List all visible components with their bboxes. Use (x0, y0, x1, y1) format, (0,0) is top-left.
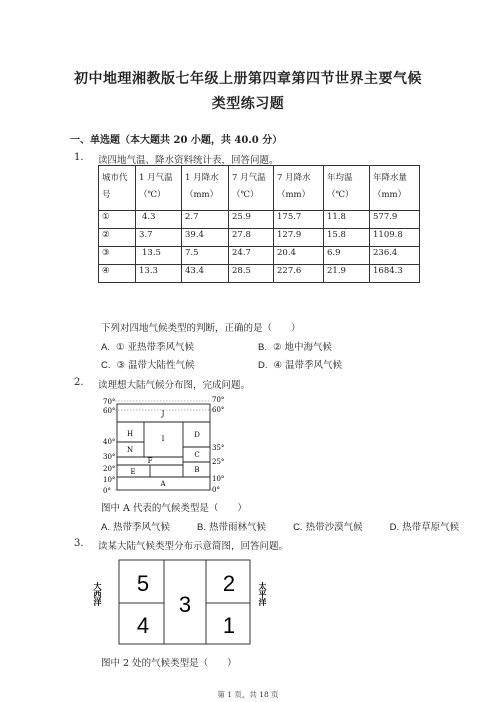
table-cell: ③ (99, 247, 136, 265)
table-header-cell: 7 月气温 （℃） (229, 166, 274, 211)
lat-label: 0° (212, 486, 220, 494)
zone-number: 5 (136, 571, 150, 596)
question-3-text: 读某大陆气候类型分布示意简图，回答问题。 (98, 541, 289, 552)
region-label: E (130, 468, 136, 476)
table-cell: 3.7 (136, 229, 182, 247)
lat-label: 35° (212, 444, 225, 452)
q1-option-c[interactable] (101, 357, 195, 371)
table-header-cell: 年降水量 （mm） (370, 166, 420, 211)
question-2-text: 读理想大陆气候分布图，完成问题。 (98, 380, 251, 391)
document-title-line2: 类型练习题 (211, 96, 285, 112)
table-row (99, 265, 420, 283)
table-cell: 4.3 (136, 211, 182, 229)
q1-option-a[interactable] (101, 339, 194, 353)
question-1-text: 读四地气温、降水资料统计表，回答问题。 (98, 155, 279, 166)
option-letter: D. (258, 360, 268, 371)
zone-number: 4 (136, 613, 150, 638)
question-1-number: 1. (74, 152, 84, 163)
region-label: B (194, 466, 200, 474)
document-title-line1: 初中地理湘教版七年级上册第四章第四节世界主要气候 (74, 71, 422, 87)
q1-option-d[interactable] (258, 357, 342, 371)
table-cell: 1109.8 (370, 229, 420, 247)
lat-label: 60° (103, 407, 116, 415)
table-cell: 25.9 (229, 211, 274, 229)
table-cell: 13.3 (136, 265, 182, 283)
page-footer: 第 1 页，共 18 页 (217, 690, 279, 699)
zone-number: 1 (222, 613, 236, 638)
table-header-cell: 年均温 （℃） (324, 166, 370, 211)
region-label: H (126, 430, 134, 438)
table-cell: 227.6 (274, 265, 324, 283)
table-cell: ④ (99, 265, 136, 283)
table-cell: 20.4 (274, 247, 324, 265)
region-label: C (194, 451, 200, 459)
q2-option-a[interactable]: A. 热带季风气候 (101, 522, 170, 533)
table-row (99, 229, 420, 247)
lat-label: 70° (212, 396, 225, 404)
table-row (99, 247, 420, 265)
table-cell: 577.9 (370, 211, 420, 229)
table-header-cell: 7 月降水 （mm） (274, 166, 324, 211)
option-letter: C. (101, 360, 111, 371)
q1-option-b[interactable] (258, 339, 332, 353)
table-cell: ① (99, 211, 136, 229)
section-heading: 一、单选题（本大题共 20 小题，共 40.0 分） (70, 135, 283, 146)
region-label: F (147, 457, 153, 465)
table-header-row (99, 166, 420, 211)
ideal-continent-climate-diagram (100, 394, 240, 496)
lat-label: 20° (103, 465, 116, 473)
region-label: D (194, 431, 200, 439)
table-cell: 1684.3 (370, 265, 420, 283)
region-label: J (161, 410, 165, 418)
table-header-cell: 城市代 号 (99, 166, 136, 211)
atlantic-label: 大西洋 (93, 582, 103, 606)
option-text: ② 地中海气候 (272, 342, 333, 353)
region-label: N (126, 446, 134, 454)
lat-label: 0° (103, 487, 111, 495)
lat-label: 60° (212, 406, 225, 414)
pacific-label: 太平洋 (258, 582, 268, 606)
table-cell: 236.4 (370, 247, 420, 265)
q2-options (101, 519, 483, 533)
table-cell: 21.9 (324, 265, 370, 283)
table-cell: 43.4 (182, 265, 229, 283)
table-cell: 15.8 (324, 229, 370, 247)
table-header-cell: 1 月降水 （mm） (182, 166, 229, 211)
table-cell: 6.9 (324, 247, 370, 265)
zone-number: 2 (222, 571, 236, 596)
question-2-number: 2. (74, 377, 84, 388)
q2-option-d[interactable]: D. 热带草原气候 (389, 522, 460, 533)
q2-option-b[interactable]: B. 热带雨林气候 (197, 522, 267, 533)
table-row (99, 211, 420, 229)
region-label: I (161, 435, 165, 443)
table-cell: ② (99, 229, 136, 247)
table-cell: 24.7 (229, 247, 274, 265)
option-letter: A. (101, 342, 110, 353)
question-3-number: 3. (74, 538, 84, 549)
lat-label: 40° (103, 438, 116, 446)
option-text: ③ 温带大陆性气候 (116, 360, 195, 371)
option-letter: B. (258, 342, 267, 353)
lat-label: 30° (103, 453, 116, 461)
table-cell: 175.7 (274, 211, 324, 229)
table-cell: 39.4 (182, 229, 229, 247)
lat-label: 70° (103, 398, 116, 406)
table-cell: 11.8 (324, 211, 370, 229)
table-header-cell: 1 月气温 （℃） (136, 166, 182, 211)
zone-number: 3 (178, 592, 192, 617)
table-cell: 13.5 (136, 247, 182, 265)
table-cell: 7.5 (182, 247, 229, 265)
continent-climate-sketch (88, 556, 278, 648)
table-cell: 127.9 (274, 229, 324, 247)
region-label: A (160, 480, 166, 488)
question-2-subquestion: 图中 A 代表的气候类型是（ ） (101, 503, 247, 514)
question-3-subquestion: 图中 2 处的气候类型是（ ） (101, 658, 237, 669)
option-text: ① 亚热带季风气候 (115, 342, 195, 353)
table-cell: 28.5 (229, 265, 274, 283)
table-cell: 2.7 (182, 211, 229, 229)
lat-label: 10° (212, 475, 225, 483)
lat-label: 25° (212, 458, 225, 466)
climate-data-table (98, 165, 420, 283)
q2-option-c[interactable]: C. 热带沙漠气候 (293, 522, 363, 533)
lat-label: 10° (103, 476, 116, 484)
option-text: ④ 温带季风气候 (273, 360, 343, 371)
table-cell: 27.8 (229, 229, 274, 247)
question-1-subquestion: 下列对四地气候类型的判断，正确的是（ ） (101, 323, 301, 334)
